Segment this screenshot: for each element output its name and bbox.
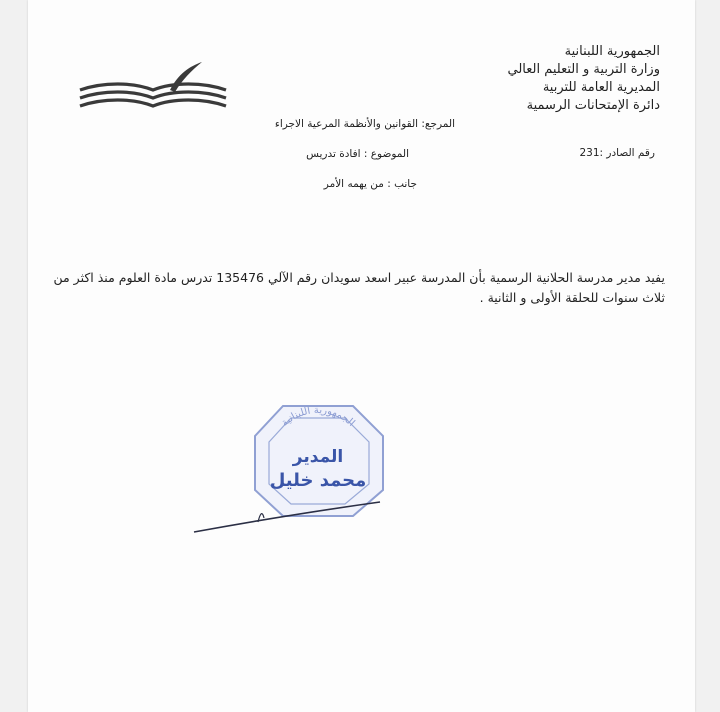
issue-number: رقم الصادر :231 xyxy=(579,147,655,159)
certificate-body: يفيد مدير مدرسة الحلانية الرسمية بأن المدرسة عبير اسعد سويدان رقم الآلي 135476 تدرس مادة العلوم منذ اكثر من ثلاث سنوات للحلقة الأولى و الثانية . xyxy=(53,270,665,305)
document-page xyxy=(28,0,695,712)
letterhead-republic: الجمهورية اللبنانية xyxy=(564,44,660,59)
reference-line: المرجع: القوانين والأنظمة المرعية الاجراء xyxy=(274,118,455,130)
signature-stroke xyxy=(188,492,388,542)
stamp-ring-text: الجمهورية اللبنانية xyxy=(279,404,357,429)
letterhead-directorate: المديرية العامة للتربية xyxy=(542,80,660,95)
stamp-name: محمد خليل xyxy=(269,470,367,491)
subject-line: الموضوع : افادة تدريس xyxy=(306,148,409,160)
book-quill-logo-icon xyxy=(78,60,228,120)
letterhead-ministry: وزارة التربية و التعليم العالي xyxy=(507,62,660,77)
stamp-title: المدير xyxy=(292,447,344,467)
letterhead xyxy=(508,43,661,115)
addressee-line: جانب : من يهمه الأمر xyxy=(323,178,417,190)
letterhead-department: دائرة الإمتحانات الرسمية xyxy=(526,98,660,113)
